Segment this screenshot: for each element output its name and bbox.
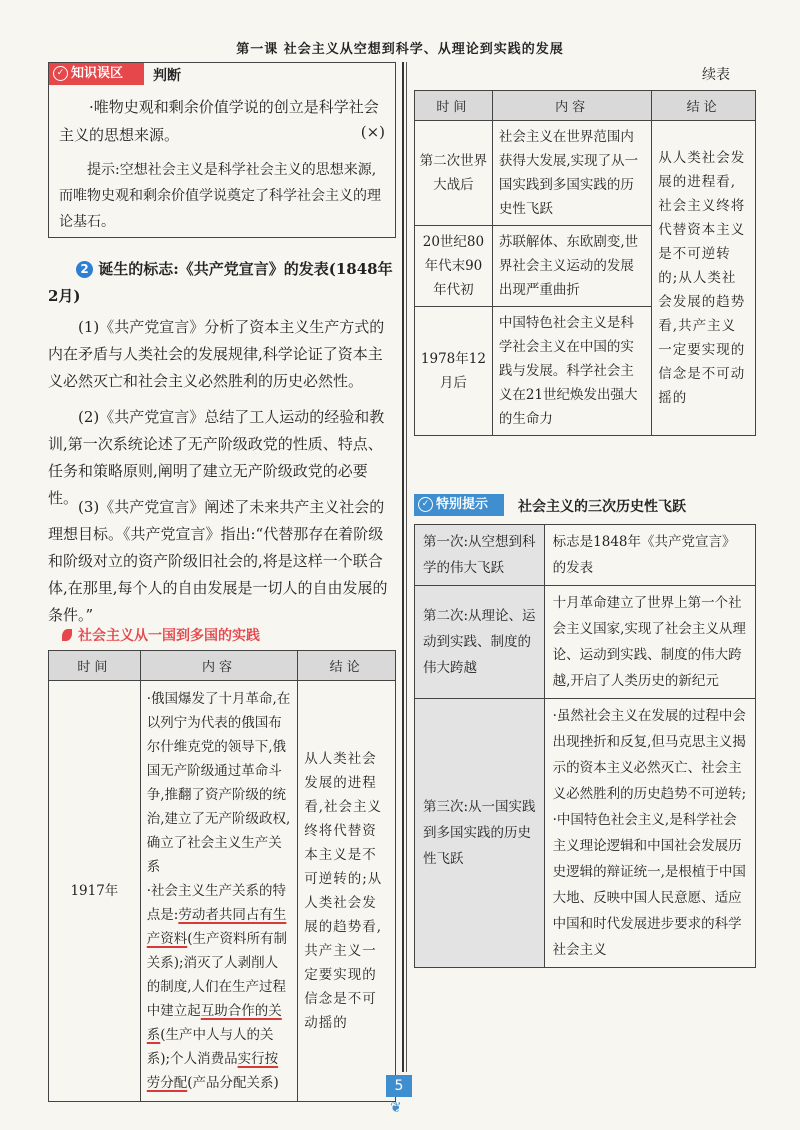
special-tip-title: 社会主义的三次历史性飞跃 bbox=[518, 499, 686, 515]
underlined-text: 实行按劳分配 bbox=[146, 1051, 279, 1091]
column-divider bbox=[402, 62, 404, 1072]
leap-desc-cell: 标志是1848年《共产党宣言》的发表 bbox=[544, 525, 755, 586]
section-number-badge: 2 bbox=[76, 261, 93, 278]
content-cell bbox=[140, 681, 297, 1102]
continued-label: 续表 bbox=[702, 67, 730, 83]
tip-icon: ✓ bbox=[418, 497, 433, 512]
column-header: 结论 bbox=[298, 651, 396, 681]
leaf-icon bbox=[62, 629, 72, 641]
column-header: 内容 bbox=[140, 651, 297, 681]
content-text: (生产资料所有制关系);消灭了人剥削人的制度,人们在生产过程中建立起 bbox=[146, 931, 288, 1019]
page-header: 第一课 社会主义从空想到科学、从理论到实践的发展 bbox=[236, 42, 564, 57]
column-divider-thin bbox=[406, 62, 407, 1072]
column-header: 结论 bbox=[652, 91, 756, 121]
practice-heading-text: 社会主义从一国到多国的实践 bbox=[78, 628, 260, 644]
misconception-badge-label: 知识误区 bbox=[71, 66, 124, 81]
special-tip-badge-label: 特别提示 bbox=[436, 497, 489, 512]
continued-table bbox=[414, 90, 756, 436]
table-row bbox=[49, 681, 396, 1102]
table-header-row bbox=[49, 651, 396, 681]
conclusion-cell: 从人类社会发展的进程看,社会主义终将代替资本主义是不可逆转的;从人类社会发展的趋势看,共产主义一定要实现的信念是不可动摇的 bbox=[298, 681, 396, 1102]
time-cell: 1917年 bbox=[49, 681, 141, 1102]
table-row bbox=[415, 525, 756, 586]
underlined-text: 劳动者共同占有生产资料 bbox=[146, 907, 287, 947]
time-cell: 第二次世界大战后 bbox=[415, 121, 493, 226]
table-header-row bbox=[415, 91, 756, 121]
alert-icon: ✓ bbox=[53, 66, 68, 81]
judgement-title: 判断 bbox=[153, 68, 181, 84]
judgement-hint: 提示:空想社会主义是科学社会主义的思想来源,而唯物史观和剩余价值学说奠定了科学社会主义的理论基石。 bbox=[59, 162, 381, 230]
time-cell: 1978年12月后 bbox=[415, 307, 493, 436]
judgement-statement: ·唯物史观和剩余价值学说的创立是科学社会主义的思想来源。 bbox=[59, 98, 379, 144]
bird-icon: ❦ bbox=[390, 1100, 402, 1116]
column-header: 时间 bbox=[415, 91, 493, 121]
leap-name-cell: 第一次:从空想到科学的伟大飞跃 bbox=[415, 525, 545, 586]
underlined-text: 互助合作的关系 bbox=[146, 1003, 282, 1043]
time-cell: 20世纪80年代末90年代初 bbox=[415, 226, 493, 307]
leap-name-cell: 第二次:从理论、运动到实践、制度的伟大跨越 bbox=[415, 586, 545, 699]
judgement-answer: (×) bbox=[360, 123, 385, 141]
conclusion-cell: 从人类社会发展的进程看,社会主义终将代替资本主义是不可逆转的;从人类社会发展的趋势看,共产主义一定要实现的信念是不可动摇的 bbox=[652, 121, 756, 436]
leap-desc-text: ·中国特色社会主义,是科学社会主义理论逻辑和中国社会发展历史逻辑的辩证统一,是根植于中国大地、反映中国人民意愿、适应中国和时代发展进步要求的科学社会主义 bbox=[552, 812, 746, 958]
content-cell: 中国特色社会主义是科学社会主义在中国的实践与发展。科学社会主义在21世纪焕发出强大的生命力 bbox=[492, 307, 651, 436]
paragraph-1: (1)《共产党宣言》分析了资本主义生产方式的内在矛盾与人类社会的发展规律,科学论证了资本主义必然灭亡和社会主义必然胜利的历史必然性。 bbox=[48, 318, 385, 390]
section-heading bbox=[48, 256, 396, 310]
paragraph-3: (3)《共产党宣言》阐述了未来共产主义社会的理想目标。《共产党宣言》指出:“代替那存在着阶级和阶级对立的资产阶级旧社会的,将是这样一个联合体,在那里,每个人的自由发展是一切人的自由发展的条件。” bbox=[48, 498, 388, 624]
leap-desc-cell bbox=[544, 699, 755, 968]
table-row bbox=[415, 699, 756, 968]
content-cell: 社会主义在世界范围内获得大发展,实现了从一国实践到多国实践的历史性飞跃 bbox=[492, 121, 651, 226]
table-row bbox=[415, 586, 756, 699]
practice-table bbox=[48, 650, 396, 1102]
leaps-table bbox=[414, 524, 756, 968]
content-text: ·社会主义生产关系的特点是: bbox=[146, 883, 287, 923]
column-header: 内容 bbox=[492, 91, 651, 121]
page-number: 5 bbox=[386, 1075, 412, 1097]
content-text: (产品分配关系) bbox=[187, 1075, 279, 1091]
leap-desc-text: ·虽然社会主义在发展的过程中会出现挫折和反复,但马克思主义揭示的资本主义必然灭亡、社会主义必然胜利的历史趋势不可逆转; bbox=[552, 708, 747, 802]
misconception-badge bbox=[49, 63, 144, 85]
column-header: 时间 bbox=[49, 651, 141, 681]
content-text: ·俄国爆发了十月革命,在以列宁为代表的俄国布尔什维克党的领导下,俄国无产阶级通过革命斗争,推翻了资产阶级的统治,建立了无产阶级政权,确立了社会主义生产关系 bbox=[146, 691, 291, 875]
leap-name-cell: 第三次:从一国实践到多国实践的历史性飞跃 bbox=[415, 699, 545, 968]
practice-heading bbox=[62, 625, 260, 645]
knowledge-misconception-box bbox=[48, 62, 396, 238]
content-cell: 苏联解体、东欧剧变,世界社会主义运动的发展出现严重曲折 bbox=[492, 226, 651, 307]
content-text: (生产中人与人的关系);个人消费品 bbox=[146, 1027, 274, 1067]
leap-desc-cell: 十月革命建立了世界上第一个社会主义国家,实现了社会主义从理论、运动到实践、制度的伟大跨越,开启了人类历史的新纪元 bbox=[544, 586, 755, 699]
table-row bbox=[415, 121, 756, 226]
special-tip-badge bbox=[414, 494, 504, 516]
paragraph-2: (2)《共产党宣言》总结了工人运动的经验和教训,第一次系统论述了无产阶级政党的性质、特点、任务和策略原则,阐明了建立无产阶级政党的必要性。 bbox=[48, 408, 385, 507]
section-heading-text: 诞生的标志:《共产党宣言》的发表(1848年2月) bbox=[48, 260, 393, 305]
